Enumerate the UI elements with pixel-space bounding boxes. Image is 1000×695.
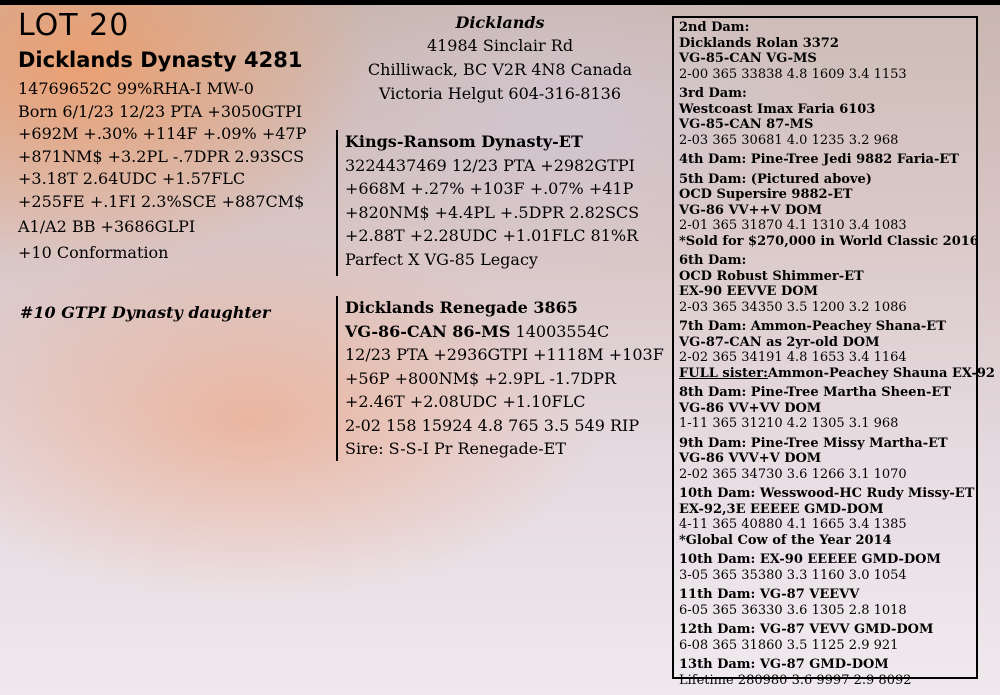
- cow-detail-line: 14769652C 99%RHA-I MW-0: [18, 79, 254, 98]
- pedigree-text: 2-03 365 34350 3.5 1200 3.2 1086: [679, 299, 907, 315]
- pedigree-text: VG-86 VV+VV DOM: [679, 400, 822, 416]
- pedigree-text: VG-87-CAN as 2yr-old DOM: [679, 334, 880, 350]
- cow-detail-line: Born 6/1/23 12/23 PTA +3050GTPI: [18, 101, 303, 121]
- sire-info: [336, 130, 665, 276]
- pedigree-text: EX-90 EEVVE DOM: [679, 284, 818, 299]
- pedigree-text: 2-00 365 33838 4.8 1609 3.4 1153: [679, 66, 907, 82]
- pedigree-text: 12th Dam: VG-87 VEVV GMD-DOM: [679, 622, 934, 637]
- pedigree-text: 2nd Dam:: [679, 20, 750, 35]
- dam-line: 12/23 PTA +2936GTPI +1118M +103F: [345, 345, 664, 364]
- cow-detail-line: +871NM$ +3.2PL -.7DPR 2.93SCS: [18, 146, 305, 166]
- pedigree-line: [679, 36, 976, 52]
- pedigree-text: 10th Dam: Wesswood-HC Rudy Missy-ET: [679, 486, 975, 501]
- pedigree-line: [679, 502, 976, 518]
- farm-name: Dicklands: [455, 13, 545, 32]
- cow-detail-line: +3.18T 2.64UDC +1.57FLC: [18, 169, 246, 188]
- pedigree-line: [679, 233, 979, 250]
- dam-name: Dicklands Renegade 3865: [345, 298, 578, 317]
- pedigree-entry: [679, 622, 976, 653]
- farm-address: 41984 Sinclair Rd: [426, 36, 574, 55]
- pedigree-line: [679, 587, 976, 603]
- pedigree-line: [679, 517, 976, 533]
- pedigree-line: [679, 365, 995, 382]
- dam-info: [336, 296, 665, 461]
- pedigree-text: 2-01 365 31870 4.1 1310 3.4 1083: [679, 218, 907, 233]
- pedigree-line: [679, 467, 976, 483]
- pedigree-line: [679, 117, 976, 133]
- pedigree-line: [679, 284, 976, 300]
- pedigree-text: 4th Dam: Pine-Tree Jedi 9882 Faria-ET: [679, 152, 959, 167]
- pedigree-box: [672, 16, 995, 688]
- sire-line: +820NM$ +4.4PL +.5DPR 2.82SCS: [345, 202, 640, 222]
- pedigree-text: FULL sister:: [679, 365, 768, 381]
- pedigree-entry: [679, 486, 976, 548]
- lot-title: LOT 20: [18, 8, 130, 43]
- dam-line: 2-02 158 15924 4.8 765 3.5 549 RIP: [345, 415, 640, 435]
- dam-classification: VG-86-CAN 86-MS: [345, 321, 511, 341]
- cow-name: Dicklands Dynasty 4281: [18, 48, 303, 72]
- pedigree-line: [679, 300, 976, 316]
- pedigree-line: [679, 218, 976, 234]
- pedigree-entry: [679, 552, 976, 583]
- pedigree-entry: [679, 253, 976, 315]
- pedigree-line: [679, 673, 976, 689]
- sire-name: Kings-Ransom Dynasty-ET: [345, 132, 583, 151]
- cow-detail-line: +255FE +.1FI 2.3%SCE +887CM$: [18, 191, 305, 211]
- pedigree-line: [679, 436, 976, 452]
- pedigree-line: [679, 86, 976, 102]
- pedigree-text: 1-11 365 31210 4.2 1305 3.1 968: [679, 416, 899, 431]
- cow-details: [18, 78, 338, 264]
- pedigree-entry: [679, 319, 995, 381]
- pedigree-text: VG-86 VVV+V DOM: [679, 451, 822, 466]
- pedigree-line: [679, 401, 976, 417]
- pedigree-line: [679, 622, 976, 638]
- pedigree-text: 3rd Dam:: [679, 86, 747, 101]
- pedigree-text: EX-92,3E EEEEE GMD-DOM: [679, 501, 884, 517]
- pedigree-text: 7th Dam: Ammon-Peachey Shana-ET: [679, 319, 946, 334]
- pedigree-text: 10th Dam: EX-90 EEEEE GMD-DOM: [679, 552, 941, 567]
- daughter-note: #10 GTPI Dynasty daughter: [20, 303, 271, 322]
- pedigree-entry: [679, 86, 976, 148]
- pedigree-line: [679, 568, 976, 584]
- dam-classification-line: [345, 320, 665, 344]
- farm-city: Chilliwack, BC V2R 4N8 Canada: [367, 60, 633, 79]
- pedigree-line: [679, 319, 976, 335]
- pedigree-text: OCD Robust Shimmer-ET: [679, 268, 864, 284]
- pedigree-text: 3-05 365 35380 3.3 1160 3.0 1054: [679, 567, 907, 583]
- pedigree-entry: [679, 657, 976, 688]
- pedigree-text: Lifetime 280980 3.6 9997 2.9 8092: [679, 672, 912, 688]
- pedigree-text: 2-02 365 34730 3.6 1266 3.1 1070: [679, 466, 907, 482]
- farm-contact: Victoria Helgut 604-316-8136: [378, 84, 621, 103]
- pedigree-line: [679, 451, 976, 467]
- sire-line: +2.88T +2.28UDC +1.01FLC 81%R: [345, 226, 639, 245]
- pedigree-text: 5th Dam: (Pictured above): [679, 171, 872, 187]
- pedigree-line: [679, 657, 976, 673]
- pedigree-entry: [679, 171, 979, 250]
- pedigree-line: [679, 51, 976, 67]
- pedigree-text: Dicklands Rolan 3372: [679, 35, 839, 51]
- pedigree-text: 8th Dam: Pine-Tree Martha Sheen-ET: [679, 385, 952, 400]
- pedigree-line: [679, 486, 976, 502]
- pedigree-line: [679, 385, 976, 401]
- dam-line: +2.46T +2.08UDC +1.10FLC: [345, 392, 586, 411]
- pedigree-text: 4-11 365 40880 4.1 1665 3.4 1385: [679, 517, 907, 532]
- pedigree-line: [679, 533, 976, 549]
- pedigree-text: 6-08 365 31860 3.5 1125 2.9 921: [679, 637, 899, 653]
- pedigree-entry: [679, 385, 976, 432]
- cow-detail-line: +692M +.30% +114F +.09% +47P: [18, 124, 307, 143]
- pedigree-line: [679, 350, 976, 366]
- pedigree-entry: [679, 152, 976, 168]
- pedigree-text: OCD Supersire 9882-ET: [679, 187, 853, 202]
- pedigree-line: [679, 638, 976, 654]
- pedigree-text: *Sold for $270,000 in World Classic 2016: [679, 233, 979, 249]
- pedigree-line: [679, 133, 976, 149]
- dam-line: +56P +800NM$ +2.9PL -1.7DPR: [345, 368, 617, 388]
- farm-info: [340, 12, 660, 106]
- pedigree-line: [679, 203, 976, 219]
- pedigree-text: 13th Dam: VG-87 GMD-DOM: [679, 657, 889, 672]
- pedigree-entry: [679, 587, 976, 618]
- pedigree-line: [679, 335, 976, 351]
- pedigree-line: [679, 187, 976, 203]
- pedigree-entry: [679, 436, 976, 483]
- pedigree-text: Westcoast Imax Faria 6103: [679, 101, 876, 117]
- pedigree-line: [679, 152, 976, 168]
- dam-registration: 14003554C: [510, 321, 610, 341]
- pedigree-text: 6-05 365 36330 3.6 1305 2.8 1018: [679, 602, 907, 618]
- pedigree-text: 11th Dam: VG-87 VEEVV: [679, 587, 860, 602]
- sire-line: 3224437469 12/23 PTA +2982GTPI: [345, 155, 635, 175]
- pedigree-line: [679, 552, 976, 568]
- pedigree-line: [679, 67, 976, 83]
- top-border: [0, 0, 1000, 5]
- cow-detail-line: A1/A2 BB +3686GLPI: [18, 217, 196, 236]
- pedigree-text: VG-85-CAN 87-MS: [679, 117, 814, 132]
- pedigree-line: [679, 102, 976, 118]
- pedigree-text: *Global Cow of the Year 2014: [679, 532, 892, 548]
- pedigree-text: VG-85-CAN VG-MS: [679, 51, 817, 66]
- pedigree-entry: [679, 20, 976, 82]
- pedigree-line: [679, 253, 976, 269]
- pedigree-text: VG-86 VV++V DOM: [679, 202, 822, 218]
- sire-line: +668M +.27% +103F +.07% +41P: [345, 179, 634, 198]
- pedigree-line: [679, 603, 976, 619]
- pedigree-text: 2-03 365 30681 4.0 1235 3.2 968: [679, 132, 899, 148]
- pedigree-text: 9th Dam: Pine-Tree Missy Martha-ET: [679, 435, 948, 451]
- pedigree-line: [679, 172, 976, 188]
- sire-line: Parfect X VG-85 Legacy: [345, 249, 538, 269]
- pedigree-line: [679, 20, 976, 36]
- pedigree-text: 2-02 365 34191 4.8 1653 3.4 1164: [679, 350, 907, 365]
- pedigree-text: 6th Dam:: [679, 253, 747, 268]
- dam-line: Sire: S-S-I Pr Renegade-ET: [345, 439, 567, 458]
- cow-detail-line: +10 Conformation: [18, 242, 169, 262]
- pedigree-text: Ammon-Peachey Shauna EX-92: [767, 365, 995, 381]
- pedigree-line: [679, 416, 976, 432]
- pedigree-line: [679, 269, 976, 285]
